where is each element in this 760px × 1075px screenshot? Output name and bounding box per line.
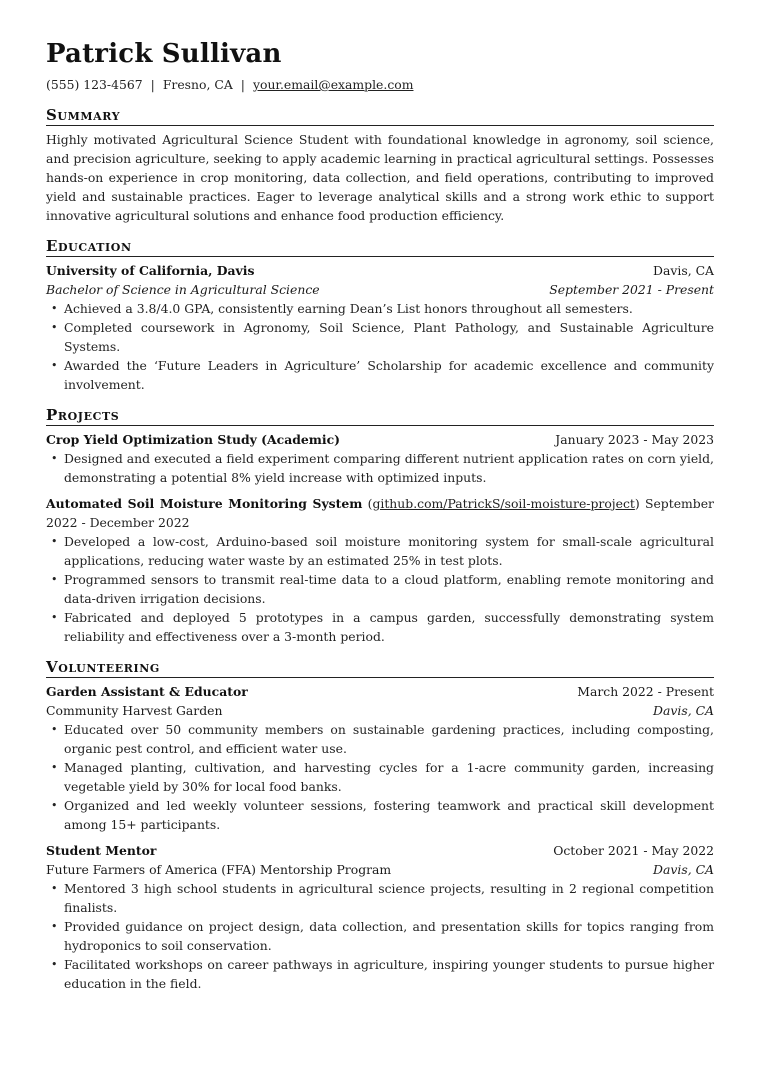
volunteer-bullets bbox=[46, 879, 714, 993]
degree: Bachelor of Science in Agricultural Science bbox=[46, 282, 320, 297]
project-name: Automated Soil Moisture Monitoring System bbox=[46, 496, 363, 511]
volunteer-location: Davis, CA bbox=[653, 703, 714, 718]
volunteer-bullets bbox=[46, 720, 714, 834]
contact-line bbox=[46, 76, 714, 94]
list-item: • Developed a low-cost, Arduino-based soil moisture monitoring system for small-scale agricultural applications, reducing water waste by an estimated 25% in test plots. bbox=[64, 532, 714, 570]
volunteer-org: Community Harvest Garden bbox=[46, 703, 223, 718]
section-title-volunteering: Volunteering bbox=[46, 658, 714, 678]
volunteer-entry bbox=[46, 841, 714, 993]
volunteer-org: Future Farmers of America (FFA) Mentorship Program bbox=[46, 862, 392, 877]
list-item: • Achieved a 3.8/4.0 GPA, consistently earning Dean’s List honors throughout all semesters. bbox=[64, 299, 714, 318]
candidate-name: Patrick Sullivan bbox=[46, 39, 282, 69]
project-header bbox=[46, 430, 714, 449]
list-item: • Provided guidance on project design, data collection, and presentation skills for topics ranging from hydroponics to soil conservation. bbox=[64, 917, 714, 955]
list-item: • Designed and executed a field experiment comparing different nutrient application rates on corn yield, demonstrating a potential 8% yield increase with optimized inputs. bbox=[64, 449, 714, 487]
email-link[interactable]: your.email@example.com bbox=[252, 77, 414, 92]
volunteer-header bbox=[46, 841, 714, 860]
degree-row bbox=[46, 280, 714, 299]
education-bullets bbox=[46, 299, 714, 394]
list-item: • Managed planting, cultivation, and harvesting cycles for a 1-acre community garden, increasing vegetable yield by 30% for local food banks. bbox=[64, 758, 714, 796]
list-item: • Mentored 3 high school students in agricultural science projects, resulting in 2 regional competition finalists. bbox=[64, 879, 714, 917]
project-bullets bbox=[46, 532, 714, 646]
education-section bbox=[46, 237, 714, 394]
education-dates: September 2021 - Present bbox=[549, 282, 714, 297]
volunteer-role: Student Mentor bbox=[46, 843, 157, 858]
school-name: University of California, Davis bbox=[46, 263, 255, 278]
volunteer-header bbox=[46, 682, 714, 701]
contact-separator: | bbox=[240, 77, 245, 92]
project-dates: January 2023 - May 2023 bbox=[555, 432, 714, 447]
volunteering-section bbox=[46, 658, 714, 993]
phone: (555) 123-4567 bbox=[46, 77, 143, 92]
volunteer-org-row bbox=[46, 701, 714, 720]
project-name: Crop Yield Optimization Study (Academic) bbox=[46, 432, 340, 447]
list-item: • Organized and led weekly volunteer sessions, fostering teamwork and practical skill development among 15+ participants. bbox=[64, 796, 714, 834]
volunteer-location: Davis, CA bbox=[653, 862, 714, 877]
list-item: • Facilitated workshops on career pathways in agriculture, inspiring younger students to pursue higher education in the field. bbox=[64, 955, 714, 993]
location: Fresno, CA bbox=[162, 77, 233, 92]
section-title-education: Education bbox=[46, 237, 714, 257]
volunteer-entry bbox=[46, 682, 714, 834]
summary-text: Highly motivated Agricultural Science Student with foundational knowledge in agronomy, soil science, and precision agriculture, seeking to apply academic learning in practical agricultural settings. Possesses hands-on experience in crop monitoring, data collection, and field operations, contributing to improved yield and sustainable practices. Eager to leverage analytical skills and a strong work ethic to support innovative agricultural solutions and enhance food production efficiency. bbox=[46, 132, 714, 223]
volunteer-role: Garden Assistant & Educator bbox=[46, 684, 248, 699]
project-header: Automated Soil Moisture Monitoring System (github.com/PatrickS/soil-moisture-project) September 2022 - December 2022 bbox=[46, 496, 714, 530]
contact-separator: | bbox=[150, 77, 155, 92]
projects-section bbox=[46, 406, 714, 646]
section-title-summary: Summary bbox=[46, 106, 714, 126]
list-item: • Fabricated and deployed 5 prototypes in a campus garden, successfully demonstrating system reliability and effectiveness over a 3-month period. bbox=[64, 608, 714, 646]
education-header bbox=[46, 261, 714, 280]
project-entry bbox=[46, 430, 714, 487]
project-bullets bbox=[46, 449, 714, 487]
project-dates: September 2022 - December 2022 bbox=[46, 496, 714, 530]
volunteer-dates: March 2022 - Present bbox=[577, 684, 714, 699]
list-item: • Completed coursework in Agronomy, Soil Science, Plant Pathology, and Sustainable Agriculture Systems. bbox=[64, 318, 714, 356]
list-item: • Awarded the ‘Future Leaders in Agriculture’ Scholarship for academic excellence and community involvement. bbox=[64, 356, 714, 394]
project-entry bbox=[46, 494, 714, 646]
school-location: Davis, CA bbox=[653, 263, 714, 278]
list-item: • Programmed sensors to transmit real-time data to a cloud platform, enabling remote monitoring and data-driven irrigation decisions. bbox=[64, 570, 714, 608]
summary-section bbox=[46, 106, 714, 225]
project-link[interactable]: github.com/PatrickS/soil-moisture-project bbox=[372, 496, 635, 511]
volunteer-org-row bbox=[46, 860, 714, 879]
volunteer-dates: October 2021 - May 2022 bbox=[553, 843, 714, 858]
list-item: • Educated over 50 community members on sustainable gardening practices, including composting, organic pest control, and efficient water use. bbox=[64, 720, 714, 758]
section-title-projects: Projects bbox=[46, 406, 714, 426]
